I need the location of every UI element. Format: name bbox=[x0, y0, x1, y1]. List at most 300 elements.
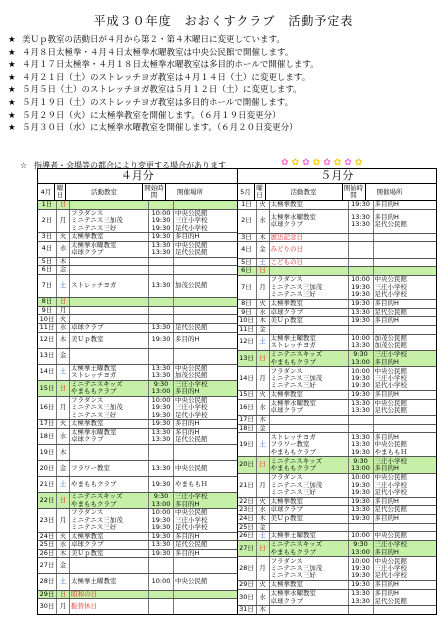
start-time: 10:00 bbox=[351, 334, 370, 342]
venue-name: 多目的H bbox=[374, 515, 399, 523]
col-time: 開始時間 bbox=[343, 184, 366, 200]
activity-cell bbox=[270, 267, 349, 275]
start-time: 13:30 bbox=[351, 440, 370, 449]
day-cell: 3日 bbox=[238, 234, 257, 242]
day-cell: 26日 bbox=[38, 550, 57, 558]
day-cell: 30日 bbox=[238, 590, 257, 605]
day-cell: 19日 bbox=[38, 445, 57, 460]
start-time: 19:30 bbox=[351, 497, 370, 505]
dow-cell: 木 bbox=[57, 550, 70, 558]
table-row bbox=[238, 515, 437, 524]
table-row bbox=[238, 541, 437, 557]
time-cell bbox=[149, 574, 174, 589]
start-time: 10:00 bbox=[151, 396, 171, 404]
venue-name: 中央公民館 bbox=[374, 367, 407, 375]
dow-cell: 水 bbox=[57, 242, 70, 257]
activity-cell bbox=[270, 276, 349, 299]
dow-cell: 月 bbox=[257, 276, 270, 299]
time-cell bbox=[349, 532, 374, 540]
place-cell bbox=[174, 550, 224, 558]
dow-cell: 火 bbox=[57, 315, 70, 323]
dow-cell: 土 bbox=[57, 365, 70, 380]
dow-cell: 木 bbox=[257, 234, 270, 242]
activity-cell bbox=[270, 457, 349, 472]
start-time: 19:30 bbox=[351, 480, 370, 489]
day-cell: 18日 bbox=[238, 425, 257, 433]
calendar-table bbox=[37, 168, 437, 615]
venue-name: 三庄小学校 bbox=[374, 457, 407, 465]
place-cell bbox=[374, 416, 424, 424]
day-cell: 9日 bbox=[38, 307, 57, 315]
start-time: 9:30 bbox=[353, 457, 368, 465]
start-time: 13:30 bbox=[351, 506, 370, 514]
place-cell bbox=[174, 298, 224, 306]
start-time: 19:30 bbox=[151, 420, 171, 428]
table-row bbox=[38, 275, 237, 299]
day-cell: 5日 bbox=[38, 258, 57, 266]
start-time: 9:30 bbox=[153, 380, 169, 388]
start-time: 13:00 bbox=[151, 499, 171, 508]
day-cell: 10日 bbox=[238, 317, 257, 325]
place-cell bbox=[374, 367, 424, 390]
star-icon: ★ bbox=[8, 47, 16, 58]
table-row bbox=[238, 425, 437, 434]
dow-cell: 土 bbox=[257, 433, 270, 456]
dow-cell: 月 bbox=[257, 557, 270, 580]
day-cell: 27日 bbox=[238, 541, 257, 556]
month-heading: ４月分 bbox=[38, 169, 237, 184]
star-icon: ★ bbox=[8, 85, 16, 96]
time-cell bbox=[149, 461, 174, 476]
time-cell bbox=[149, 420, 174, 428]
day-cell: 22日 bbox=[238, 498, 257, 506]
day-cell: 24日 bbox=[38, 533, 57, 541]
dow-cell: 火 bbox=[257, 391, 270, 399]
day-cell: 23日 bbox=[238, 506, 257, 514]
day-cell: 2日 bbox=[238, 210, 257, 233]
table-row bbox=[38, 509, 237, 533]
activity-name: フラダンス bbox=[71, 396, 104, 404]
time-cell bbox=[349, 524, 374, 532]
place-cell bbox=[374, 267, 424, 275]
activity-name: やまももクラブ bbox=[270, 357, 316, 366]
activity-cell bbox=[270, 433, 349, 456]
activity-cell bbox=[70, 541, 149, 549]
column-headers bbox=[238, 184, 437, 201]
venue-name: 足代公民館 bbox=[175, 435, 208, 444]
dow-cell: 月 bbox=[57, 397, 70, 420]
table-row bbox=[238, 335, 437, 351]
col-place: 開催場所 bbox=[177, 187, 203, 196]
dow-cell: 水 bbox=[257, 590, 270, 605]
time-cell bbox=[149, 298, 174, 306]
place-cell bbox=[174, 315, 224, 323]
place-cell bbox=[374, 317, 424, 325]
start-time: 13:00 bbox=[351, 464, 370, 473]
time-cell bbox=[149, 349, 174, 364]
activity-name: ミニテニス三好 bbox=[71, 223, 117, 232]
time-cell bbox=[349, 300, 374, 308]
start-time: 19:30 bbox=[151, 233, 171, 241]
start-time: 13:00 bbox=[351, 547, 370, 556]
month-may bbox=[237, 169, 437, 614]
activity-cell bbox=[70, 266, 149, 274]
activity-name: 太極拳教室 bbox=[270, 581, 303, 589]
activity-name: 太極拳水曜教室 bbox=[270, 589, 316, 598]
dow-cell: 日 bbox=[57, 381, 70, 396]
dow-cell: 月 bbox=[57, 210, 70, 233]
activity-cell bbox=[270, 391, 349, 399]
col-dow: 曜日 bbox=[55, 184, 66, 200]
place-cell bbox=[174, 333, 224, 348]
activity-name: 太極拳教室 bbox=[71, 420, 104, 428]
activity-name: 太極拳教室 bbox=[270, 497, 303, 505]
day-cell: 20日 bbox=[238, 457, 257, 472]
day-cell: 9日 bbox=[238, 309, 257, 317]
activity-name: ミニテニス三加茂 bbox=[71, 403, 123, 412]
activity-name: やまももクラブ bbox=[71, 499, 117, 508]
table-row bbox=[238, 498, 437, 507]
activity-cell bbox=[70, 477, 149, 492]
start-time: 13:30 bbox=[151, 463, 171, 472]
place-cell bbox=[174, 591, 224, 599]
column-headers bbox=[38, 184, 237, 201]
time-cell bbox=[349, 400, 374, 415]
activity-cell bbox=[70, 599, 149, 614]
activity-cell bbox=[70, 242, 149, 257]
col-dow: 曜日 bbox=[255, 184, 266, 200]
start-time: 10:00 bbox=[351, 532, 370, 540]
activity-name: 卓球クラブ bbox=[270, 220, 303, 229]
notice-item bbox=[8, 84, 444, 97]
day-cell: 30日 bbox=[38, 599, 57, 614]
activity-cell bbox=[270, 259, 349, 267]
venue-name: 多目的H bbox=[175, 233, 200, 241]
time-cell bbox=[349, 210, 374, 233]
place-cell bbox=[374, 391, 424, 399]
day-cell: 17日 bbox=[238, 416, 257, 424]
dow-cell: 金 bbox=[257, 326, 270, 334]
start-time: 9:30 bbox=[353, 540, 368, 549]
activity-cell bbox=[70, 365, 149, 380]
start-time: 13:30 bbox=[151, 323, 171, 332]
venue-name: 足代小学校 bbox=[374, 487, 407, 496]
activity-name: 昭和の日 bbox=[71, 590, 97, 598]
notice-item bbox=[8, 34, 444, 47]
table-row bbox=[238, 506, 437, 515]
time-cell bbox=[349, 367, 374, 390]
start-time: 19:30 bbox=[351, 381, 370, 390]
activity-name: ミニテニスキッズ bbox=[270, 457, 323, 465]
place-cell bbox=[374, 210, 424, 233]
activity-name: 美Ｕｐ教室 bbox=[270, 515, 303, 523]
table-row bbox=[38, 298, 237, 307]
place-cell bbox=[174, 381, 224, 396]
venue-name: 多目的H bbox=[374, 212, 399, 221]
time-cell bbox=[149, 210, 174, 233]
activity-name: ミニテニス三好 bbox=[71, 523, 117, 532]
time-cell bbox=[349, 234, 374, 242]
place-cell bbox=[374, 335, 424, 350]
time-cell bbox=[349, 590, 374, 605]
venue-name: 多目的H bbox=[374, 581, 399, 589]
place-cell bbox=[174, 242, 224, 257]
flower-icon: ✿ bbox=[344, 158, 355, 168]
activity-cell bbox=[270, 425, 349, 433]
activity-cell bbox=[270, 581, 349, 589]
activity-cell bbox=[70, 591, 149, 599]
venue-name: 多目的H bbox=[374, 299, 399, 308]
time-cell bbox=[349, 267, 374, 275]
table-row bbox=[38, 258, 237, 267]
flower-icon: ✿ bbox=[281, 158, 292, 168]
activity-name: フラワー教室 bbox=[270, 440, 310, 449]
venue-name: 多目的H bbox=[175, 499, 200, 508]
venue-name: 足代小学校 bbox=[374, 571, 407, 580]
time-cell bbox=[349, 457, 374, 472]
place-cell bbox=[374, 515, 424, 523]
time-cell bbox=[349, 259, 374, 267]
place-cell bbox=[374, 606, 424, 614]
table-row bbox=[238, 242, 437, 258]
time-cell bbox=[349, 276, 374, 299]
table-row bbox=[238, 276, 437, 300]
venue-name: 中央公民館 bbox=[175, 577, 208, 586]
dow-cell: 木 bbox=[257, 317, 270, 325]
dow-cell: 日 bbox=[257, 267, 270, 275]
start-time: 13:30 bbox=[351, 406, 370, 415]
activity-cell bbox=[70, 550, 149, 558]
activity-name: みどりの日 bbox=[270, 245, 303, 254]
notice-item bbox=[8, 97, 444, 110]
day-cell: 21日 bbox=[238, 474, 257, 497]
table-row bbox=[38, 429, 237, 445]
venue-name: 多目的H bbox=[374, 433, 399, 441]
activity-cell bbox=[270, 474, 349, 497]
notice-list bbox=[8, 34, 444, 135]
time-cell bbox=[149, 599, 174, 614]
activity-name: ミニテニスキッズ bbox=[270, 540, 323, 549]
time-cell bbox=[349, 309, 374, 317]
venue-name: 加茂公民館 bbox=[374, 341, 407, 350]
dow-cell: 木 bbox=[57, 445, 70, 460]
start-time: 10:00 bbox=[151, 577, 171, 586]
sparkle-decoration bbox=[281, 158, 365, 168]
flower-icon: ✿ bbox=[312, 158, 324, 168]
day-cell: 25日 bbox=[38, 541, 57, 549]
dow-cell: 月 bbox=[257, 367, 270, 390]
start-time: 19:30 bbox=[351, 571, 370, 580]
time-cell bbox=[349, 425, 374, 433]
place-cell bbox=[374, 557, 424, 580]
activity-name: 太極拳土曜教室 bbox=[71, 364, 117, 372]
place-cell bbox=[174, 397, 224, 420]
activity-name: 太極拳土曜教室 bbox=[71, 577, 117, 586]
day-cell: 24日 bbox=[238, 515, 257, 523]
start-time: 19:30 bbox=[351, 201, 370, 209]
activity-name: ミニテニス三加茂 bbox=[270, 282, 323, 291]
dow-cell: 木 bbox=[257, 515, 270, 523]
day-cell: 12日 bbox=[38, 333, 57, 348]
dow-cell: 日 bbox=[257, 351, 270, 366]
dow-cell: 火 bbox=[257, 300, 270, 308]
time-cell bbox=[149, 541, 174, 549]
note-text: 指導者・会場等の都合により変更する場合があります bbox=[34, 161, 226, 170]
time-cell bbox=[349, 498, 374, 506]
day-cell: 11日 bbox=[238, 326, 257, 334]
place-cell bbox=[374, 276, 424, 299]
time-cell bbox=[349, 335, 374, 350]
activity-name: ミニテニス三好 bbox=[270, 571, 316, 580]
time-cell bbox=[149, 324, 174, 332]
start-time: 19:30 bbox=[351, 487, 370, 496]
venue-name: 足代小学校 bbox=[175, 223, 208, 232]
dow-cell: 火 bbox=[257, 201, 270, 209]
activity-name: フラワー教室 bbox=[71, 463, 110, 472]
activity-cell bbox=[270, 416, 349, 424]
dow-cell: 水 bbox=[57, 429, 70, 444]
start-time: 13:30 bbox=[151, 241, 171, 249]
place-cell bbox=[374, 309, 424, 317]
table-row bbox=[38, 541, 237, 550]
activity-cell bbox=[270, 515, 349, 523]
time-cell bbox=[349, 557, 374, 580]
start-time: 9:30 bbox=[353, 350, 368, 359]
start-time: 19:30 bbox=[151, 403, 171, 412]
table-row bbox=[38, 461, 237, 477]
activity-name: 憲法記念日 bbox=[270, 233, 303, 241]
day-cell: 27日 bbox=[38, 558, 57, 573]
table-row bbox=[238, 416, 437, 425]
activity-cell bbox=[270, 532, 349, 540]
place-cell bbox=[374, 400, 424, 415]
dow-cell: 水 bbox=[57, 324, 70, 332]
place-cell bbox=[374, 524, 424, 532]
activity-cell bbox=[70, 315, 149, 323]
time-cell bbox=[149, 397, 174, 420]
activity-cell bbox=[270, 317, 349, 325]
activity-name: ストレッチヨガ bbox=[270, 433, 316, 441]
day-cell: 23日 bbox=[38, 509, 57, 532]
table-row bbox=[38, 307, 237, 316]
day-cell: 28日 bbox=[38, 574, 57, 589]
place-cell bbox=[374, 425, 424, 433]
activity-cell bbox=[270, 351, 349, 366]
activity-name: 太極拳水曜教室 bbox=[270, 212, 316, 221]
day-cell: 16日 bbox=[38, 397, 57, 420]
col-activity: 活動教室 bbox=[266, 184, 343, 200]
start-time: 13:30 bbox=[151, 281, 171, 290]
notice-item bbox=[8, 59, 444, 72]
start-time: 13:30 bbox=[351, 341, 370, 350]
dow-cell: 水 bbox=[257, 210, 270, 233]
activity-name: 卓球クラブ bbox=[270, 406, 303, 415]
activity-name: 卓球クラブ bbox=[270, 506, 303, 514]
day-cell: 5日 bbox=[238, 259, 257, 267]
dow-cell: 金 bbox=[257, 425, 270, 433]
activity-name: 卓球クラブ bbox=[71, 435, 104, 444]
table-row bbox=[38, 420, 237, 429]
activity-name: やまももクラブ bbox=[71, 479, 117, 488]
activity-name: やまももクラブ bbox=[270, 447, 316, 456]
activity-cell bbox=[70, 397, 149, 420]
activity-cell bbox=[270, 210, 349, 233]
venue-name: やまももＨ bbox=[374, 447, 407, 456]
table-row bbox=[38, 315, 237, 324]
start-time: 19:30 bbox=[351, 373, 370, 382]
venue-name: 中央公民館 bbox=[175, 209, 208, 217]
col-day: 5月 bbox=[238, 184, 255, 200]
start-time: 9:30 bbox=[153, 493, 169, 501]
place-cell bbox=[374, 498, 424, 506]
start-time: 19:30 bbox=[351, 317, 370, 325]
venue-name: 多目的H bbox=[374, 201, 399, 209]
time-cell bbox=[149, 493, 174, 508]
notice-item bbox=[8, 122, 444, 135]
activity-name: 太極拳教室 bbox=[71, 532, 104, 540]
table-row bbox=[38, 242, 237, 258]
flower-icon: ✿ bbox=[291, 158, 303, 168]
start-time: 13:30 bbox=[351, 589, 370, 598]
venue-name: 中央公民館 bbox=[374, 557, 407, 565]
dow-cell: 火 bbox=[57, 233, 70, 241]
dow-cell: 木 bbox=[57, 333, 70, 348]
notice-item bbox=[8, 110, 444, 123]
notice-item bbox=[8, 47, 444, 60]
venue-name: 中央公民館 bbox=[374, 473, 407, 482]
activity-name: フラダンス bbox=[270, 557, 303, 565]
start-time: 13:30 bbox=[351, 220, 370, 229]
dow-cell: 金 bbox=[57, 266, 70, 274]
dow-cell: 金 bbox=[57, 558, 70, 573]
day-rows bbox=[238, 201, 437, 614]
start-time: 19:30 bbox=[351, 564, 370, 573]
table-row bbox=[38, 365, 237, 381]
day-cell: 8日 bbox=[38, 298, 57, 306]
table-row bbox=[238, 474, 437, 498]
start-time: 19:30 bbox=[351, 581, 370, 589]
start-time: 13:30 bbox=[351, 212, 370, 221]
time-cell bbox=[349, 474, 374, 497]
activity-cell bbox=[270, 541, 349, 556]
activity-name: フラダンス bbox=[71, 509, 104, 517]
time-cell bbox=[149, 591, 174, 599]
time-cell bbox=[149, 429, 174, 444]
start-time: 19:30 bbox=[351, 391, 370, 399]
activity-name: フラダンス bbox=[270, 473, 303, 482]
table-row bbox=[38, 445, 237, 461]
venue-name: 多目的H bbox=[374, 391, 399, 399]
flower-icon: ✿ bbox=[354, 158, 366, 168]
notice-text: ４月１７日太極拳・４月１８日太極拳水曜教室は多目的ホールで開催します。 bbox=[22, 60, 319, 71]
day-cell: 29日 bbox=[238, 581, 257, 589]
dow-cell: 土 bbox=[257, 259, 270, 267]
activity-cell bbox=[70, 558, 149, 573]
place-cell bbox=[174, 258, 224, 266]
time-cell bbox=[349, 326, 374, 334]
time-cell bbox=[149, 333, 174, 348]
time-cell bbox=[149, 233, 174, 241]
venue-name: 足代公民館 bbox=[374, 406, 407, 415]
time-cell bbox=[149, 365, 174, 380]
venue-name: 多目的H bbox=[374, 497, 399, 505]
start-time: 13:30 bbox=[151, 428, 171, 436]
start-time: 19:30 bbox=[151, 515, 171, 524]
time-cell bbox=[149, 307, 174, 315]
notice-text: ５月２９日（火）に太極拳教室を開催します。（６月１９日変更分） bbox=[22, 110, 281, 121]
start-time: 10:00 bbox=[151, 209, 171, 217]
activity-cell bbox=[70, 445, 149, 460]
